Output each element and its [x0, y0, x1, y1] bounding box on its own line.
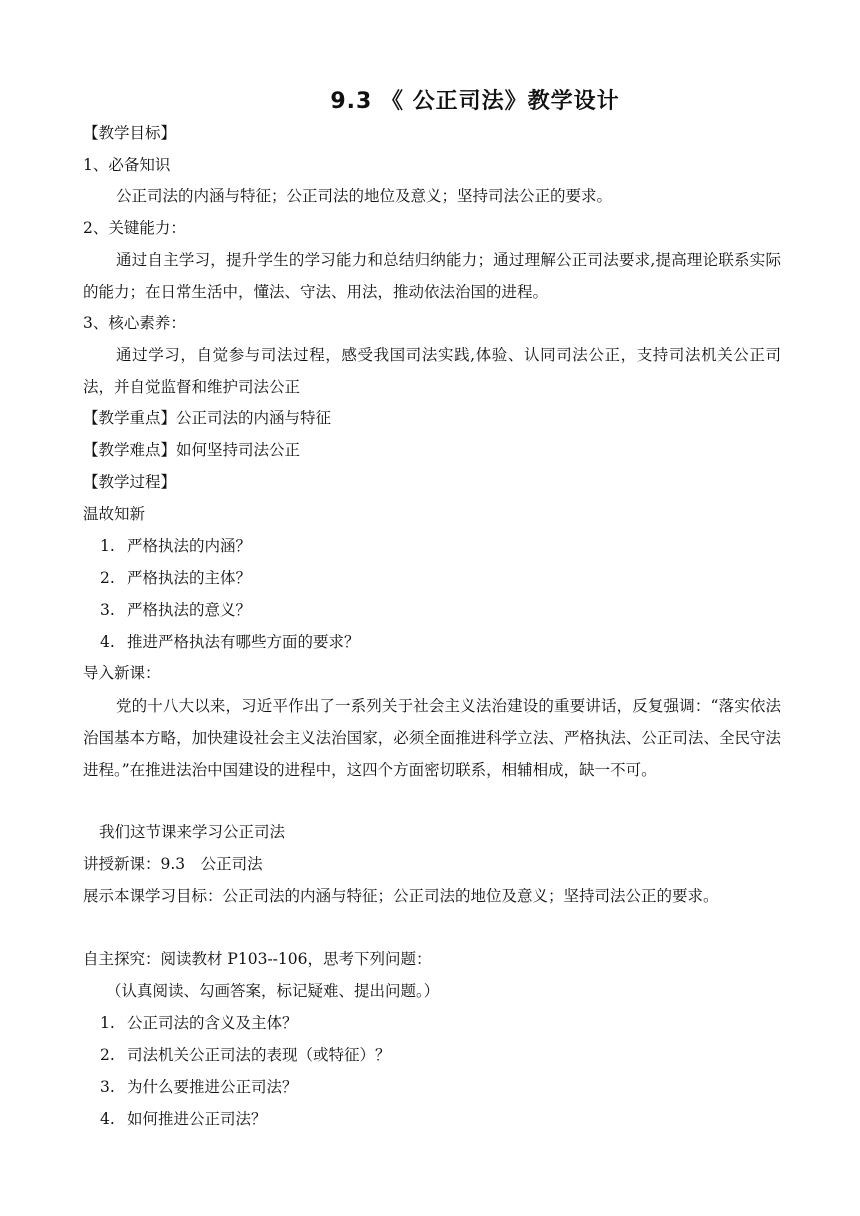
- self-study-item: 3. 为什么要推进公正司法？: [100, 1078, 298, 1096]
- review-item: 3. 严格执法的意义？: [100, 601, 252, 619]
- intro-closing: 我们这节课来学习公正司法: [99, 823, 286, 841]
- self-study-heading: 自主探究：阅读教材 P103--106，思考下列问题：: [83, 950, 432, 968]
- document-title: 9.3 《 公正司法》教学设计: [330, 89, 620, 114]
- lecture-heading: 讲授新课：9.3 公正司法: [83, 855, 263, 873]
- process-heading: 【教学过程】: [83, 473, 177, 491]
- ability-heading: 2、关键能力：: [83, 219, 186, 237]
- self-study-item: 1. 公正司法的含义及主体？: [100, 1014, 298, 1032]
- self-study-item: 4. 如何推进公正司法？: [100, 1110, 267, 1128]
- ability-text: 通过自主学习，提升学生的学习能力和总结归纳能力；通过理解公正司法要求,提高理论联系实际的能力；在日常生活中，懂法、守法、用法，推动依法治国的进程。: [83, 251, 781, 301]
- review-item: 4. 推进严格执法有哪些方面的要求？: [100, 633, 360, 651]
- key-point: 【教学重点】公正司法的内涵与特征: [83, 409, 332, 427]
- knowledge-heading: 1、必备知识: [83, 156, 171, 174]
- literacy-text: 通过学习，自觉参与司法过程，感受我国司法实践,体验、认同司法公正，支持司法机关公正司法，并自觉监督和维护司法公正: [83, 346, 781, 396]
- knowledge-text: 公正司法的内涵与特征；公正司法的地位及意义；坚持司法公正的要求。: [116, 187, 613, 205]
- self-study-note: （认真阅读、勾画答案，标记疑难、提出问题。）: [106, 982, 440, 1000]
- difficult-point: 【教学难点】如何坚持司法公正: [83, 441, 301, 459]
- review-item: 2. 严格执法的主体？: [100, 569, 252, 587]
- review-item: 1. 严格执法的内涵？: [100, 537, 252, 555]
- self-study-item: 2. 司法机关公正司法的表现（或特征）？: [100, 1046, 391, 1064]
- display-goals: 展示本课学习目标：公正司法的内涵与特征；公正司法的地位及意义；坚持司法公正的要求。: [83, 887, 719, 905]
- review-heading: 温故知新: [83, 505, 146, 523]
- literacy-heading: 3、核心素养：: [83, 314, 186, 332]
- objectives-heading: 【教学目标】: [83, 124, 177, 142]
- intro-heading: 导入新课：: [83, 664, 161, 682]
- intro-text: 党的十八大以来，习近平作出了一系列关于社会主义法治建设的重要讲话，反复强调：“落实依法治国基本方略，加快建设社会主义法治国家，必须全面推进科学立法、严格执法、公正司法、全民守法进程。”在推进法治中国建设的进程中，这四个方面密切联系，相辅相成，缺一不可。: [83, 697, 781, 779]
